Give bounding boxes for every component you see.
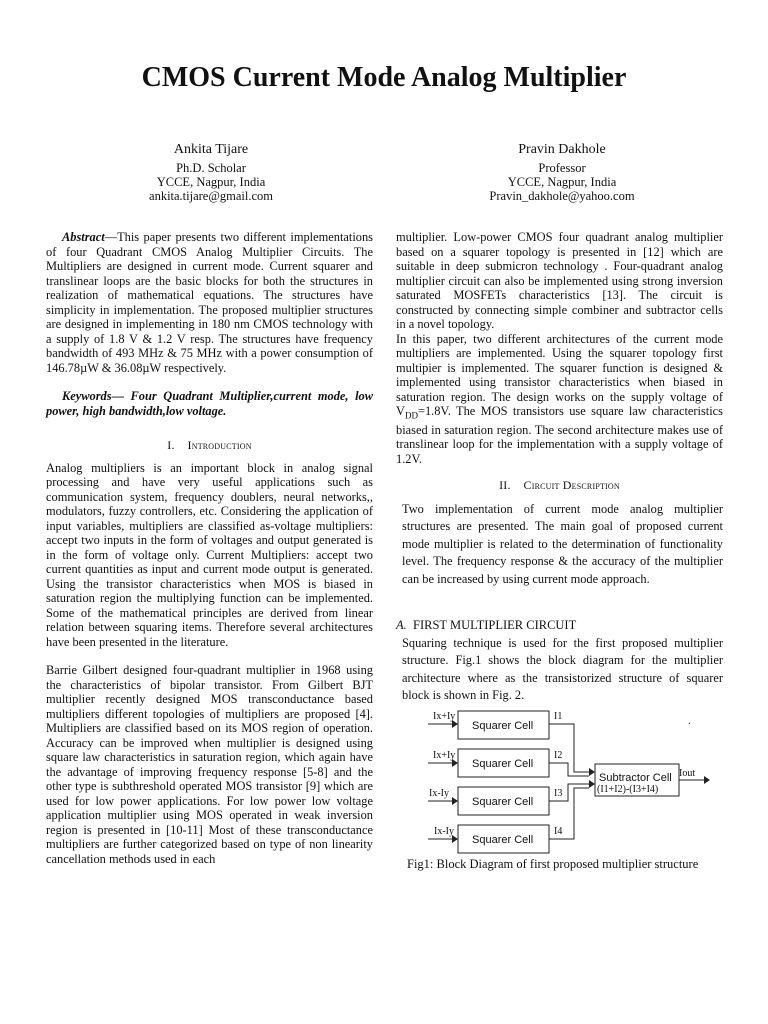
keywords-text: Four Quadrant Multiplier,current mode, low power, high bandwidth,low voltage.	[46, 389, 373, 418]
first-multiplier-paragraph: Squaring technique is used for the first proposed multiplier structure. Fig.1 shows the block diagram for the multiplier architecture where as the transistorized structure of squarer block is shown in Fig. 2.	[402, 635, 723, 703]
input-arrows	[428, 720, 458, 843]
author-email: ankita.tijare@gmail.com	[149, 189, 273, 203]
output-current-label: Iout	[679, 768, 696, 779]
subtractor-cell-label: Subtractor Cell	[599, 772, 672, 784]
author-role: Professor	[538, 161, 586, 175]
right-paragraph-2	[396, 332, 723, 467]
author-affiliation: YCCE, Nagpur, India	[156, 175, 266, 189]
author-email: Pravin_dakhole@yahoo.com	[489, 189, 635, 203]
paper-title: CMOS Current Mode Analog Multiplier	[141, 62, 627, 93]
input-label: Ix-Iy	[429, 788, 449, 799]
keywords-paragraph	[46, 389, 373, 418]
input-label: Ix+Iy	[433, 750, 456, 761]
author-name: Pravin Dakhole	[518, 142, 606, 157]
output-label: I2	[554, 750, 563, 761]
right-paragraph-2-part-a: In this paper, two different architectures of the current mode multipliers are implemented. Using the squarer topology first multipier is implemented. The squarer function is designed & implemented using transistor characteristics when biased in saturation region. The design works on the supply voltage of V	[396, 331, 723, 418]
output-arrow	[704, 776, 710, 784]
author-affiliation: YCCE, Nagpur, India	[507, 175, 617, 189]
section-title: Introduction	[187, 438, 252, 452]
author-block-1	[81, 143, 341, 203]
subtractor-expression: (I1+I2)-(I3+I4)	[597, 784, 659, 795]
subsection-letter: A.	[396, 618, 407, 633]
author-role: Ph.D. Scholar	[176, 161, 246, 175]
vdd-subscript: DD	[404, 410, 418, 421]
author-block-2	[432, 143, 692, 203]
left-column	[46, 230, 373, 866]
squarer-cell-label: Squarer Cell	[472, 796, 534, 808]
input-label: Ix-Iy	[434, 826, 454, 837]
figure-caption: Fig1: Block Diagram of first proposed multiplier structure	[407, 857, 699, 871]
intro-paragraph-2: Barrie Gilbert designed four-quadrant multiplier in 1968 using the characteristics of bipolar transistor. From Gilbert BJT multiplier recently designed MOS transconductance based multipliers different topologies of multipliers are proposed [4]. Multipliers are classified based on its MOS region of operation. Accuracy can be improved when multiplier is designed using square law characteristics in saturation region, which again have the advantage of improving frequency response [5-8] and the other type is subthreshold operated MOS transistor [9] which are used for low power applications. For low power low voltage application multiplier using MOS operated in weak inversion region is presented in [10-11] Most of these transconductance multipliers are further categorized based on type of non linearity cancellation methods used in each	[46, 663, 373, 866]
output-label: I4	[554, 826, 563, 837]
section-heading-circuit-description	[396, 478, 723, 493]
squarer-cell-label: Squarer Cell	[472, 720, 534, 732]
right-paragraph-2-part-b: =1.8V. The MOS transistors use square law characteristics biased in saturation region. The second architecture makes use of translinear loop for the implementation with a supply voltage of 1.2V.	[396, 404, 723, 466]
abstract-text: —This paper presents two different implementations of four Quadrant CMOS Analog Multiplier Circuits. The Multipliers are designed in current mode. Current squarer and translinear loops are the basic blocks for both the structures in realization of mathematical equations. The structures have simplicity in implementation. The proposed multiplier structures are designed in implementing in 180 nm CMOS technology with a supply of 1.8 V & 1.2 V resp. The structures have frequency bandwidth of 493 MHz & 75 MHz with a power consumption of 146.78µW & 36.08µW respectively.	[46, 230, 373, 375]
subsection-heading-first-multiplier	[396, 618, 723, 633]
abstract-paragraph	[46, 230, 373, 375]
intro-paragraph-1: Analog multipliers is an important block in analog signal processing and have very useful applications such as communication system, frequency doublers, neural networks,, modulators, fuzzy controllers, etc. Considering the application of input variables, multipliers are classified as-voltage multipliers: accept two inputs in the form of voltages and output generated is in the form of voltage only. Current Multipliers: accept two current quantities as input and current mode output is generated. Using the transistor characteristics when MOS is biased in saturation region the multiplying function can be implemented. Some of the mathematical principles are derived from linear relation between squaring items. Therefore several architectures have been presented in the literature.	[46, 460, 373, 649]
squarer-cell-label: Squarer Cell	[472, 758, 534, 770]
section-number: II.	[499, 478, 511, 493]
abstract-label: Abstract	[62, 230, 105, 244]
circuit-description-paragraph: Two implementation of current mode analog multiplier structures are presented. The main goal of proposed current mode multiplier is related to the determination of functionality level. The frequency response & the accuracy of the multiplier can be increased by using current mode approach.	[402, 501, 723, 586]
squarer-cell-label: Squarer Cell	[472, 834, 534, 846]
section-title: Circuit Description	[523, 478, 620, 493]
subsection-title: FIRST MULTIPLIER CIRCUIT	[413, 618, 577, 633]
output-label: I1	[554, 711, 563, 722]
block-diagram-figure	[396, 706, 716, 856]
section-number: I.	[167, 438, 175, 452]
author-name: Ankita Tijare	[173, 142, 249, 157]
right-paragraph-1: multiplier. Low-power CMOS four quadrant analog multiplier based on a squarer topology is presented in [12] which are suitable in deep submicron technology . Four-quadrant analog multiplier circuit can also be implemented using strong inversion saturated MOSFETs characteristics [13]. The circuit is constructed by connecting simple combiner and subtractor cells in a novel topology.	[396, 230, 723, 331]
output-wires	[549, 724, 595, 839]
keywords-label: Keywords—	[62, 389, 124, 403]
right-column	[396, 230, 723, 705]
output-label: I3	[554, 788, 563, 799]
stray-mark: .	[688, 716, 691, 727]
section-heading-introduction	[46, 438, 373, 453]
input-label: Ix+Iy	[433, 711, 456, 722]
